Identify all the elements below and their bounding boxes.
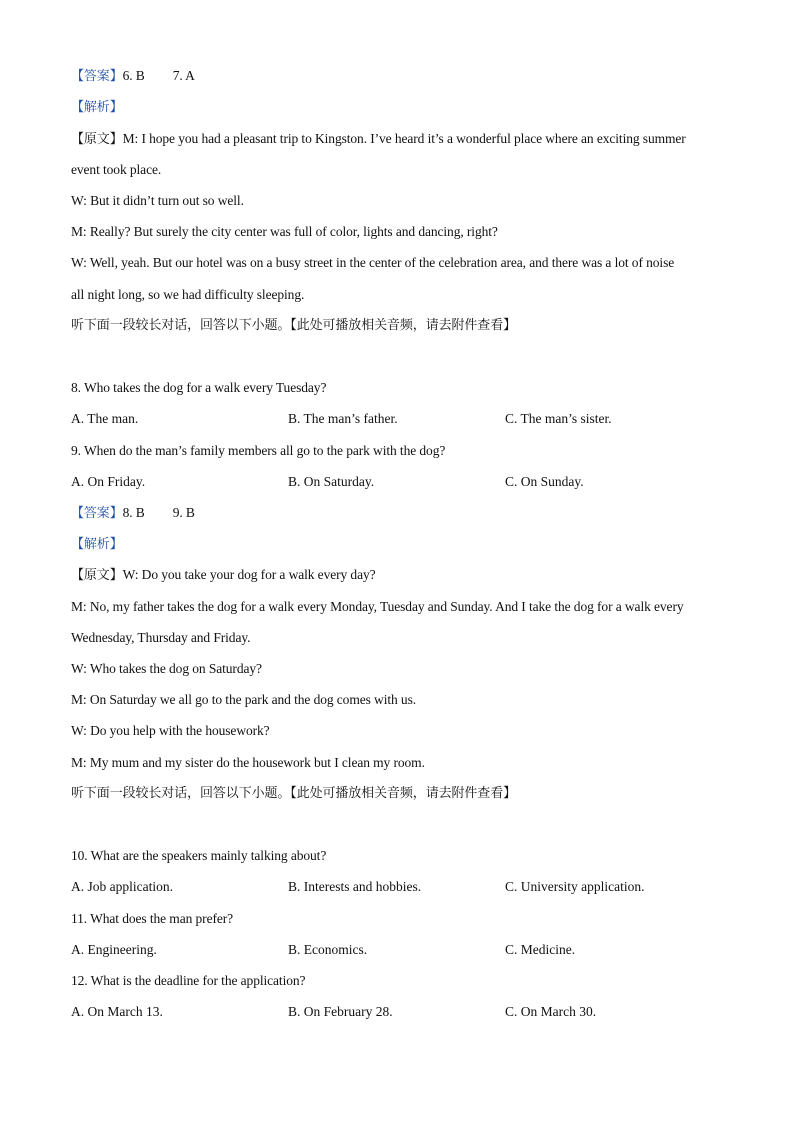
transcript-line: W: Do you help with the housework?	[71, 723, 270, 738]
transcript-line: M: My mum and my sister do the housework but I clean my room.	[71, 755, 425, 770]
transcript-line	[71, 566, 726, 585]
transcript-line: W: Who takes the dog on Saturday?	[71, 661, 262, 676]
option-a: A. The man.	[71, 411, 139, 426]
audio-instruction: 听下面一段较长对话，回答以下小题。【此处可播放相关音频，请去附件查看】	[71, 318, 517, 333]
audio-instruction: 听下面一段较长对话，回答以下小题。【此处可播放相关音频，请去附件查看】	[71, 786, 517, 801]
option-b: B. Interests and hobbies.	[288, 879, 422, 894]
transcript-line: W: But it didn’t turn out so well.	[71, 193, 244, 208]
transcript-line: M: Really? But surely the city center was full of color, lights and dancing, right?	[71, 224, 498, 239]
question-10: 10. What are the speakers mainly talking about?	[71, 848, 327, 863]
option-a: A. On Friday.	[71, 474, 146, 489]
transcript-text: W: Do you take your dog for a walk every day?	[122, 567, 376, 582]
analysis-line	[71, 535, 726, 554]
answer-tag: 【答案】	[71, 69, 123, 84]
answer-tag: 【答案】	[71, 506, 123, 521]
answer-9: 9. B	[172, 505, 195, 520]
question-8: 8. Who takes the dog for a walk every Tuesday?	[71, 380, 327, 395]
option-a: A. Job application.	[71, 879, 173, 894]
question-12: 12. What is the deadline for the application?	[71, 973, 306, 988]
option-b: B. The man’s father.	[288, 411, 398, 426]
answer-line	[71, 67, 726, 86]
answer-6: 6. B	[122, 68, 145, 83]
transcript-line: M: No, my father takes the dog for a walk every Monday, Tuesday and Sunday. And I take the dog for a walk every	[71, 599, 684, 614]
option-b: B. On February 28.	[288, 1004, 393, 1019]
option-c: C. Medicine.	[505, 942, 576, 957]
transcript-text: M: I hope you had a pleasant trip to Kingston. I’ve heard it’s a wonderful place where an exciting summer	[122, 131, 686, 146]
analysis-line	[71, 98, 726, 117]
option-b: B. Economics.	[288, 942, 368, 957]
transcript-line: all night long, so we had difficulty sleeping.	[71, 287, 305, 302]
option-c: C. On Sunday.	[505, 474, 584, 489]
original-tag: 【原文】	[71, 132, 123, 147]
question-11: 11. What does the man prefer?	[71, 911, 234, 926]
analysis-tag: 【解析】	[71, 100, 123, 115]
option-b: B. On Saturday.	[288, 474, 375, 489]
question-9: 9. When do the man’s family members all go to the park with the dog?	[71, 443, 446, 458]
option-c: C. The man’s sister.	[505, 411, 612, 426]
transcript-line: W: Well, yeah. But our hotel was on a busy street in the center of the celebration area, and there was a lot of noise	[71, 255, 675, 270]
transcript-line: Wednesday, Thursday and Friday.	[71, 630, 251, 645]
option-a: A. On March 13.	[71, 1004, 163, 1019]
answer-8: 8. B	[122, 505, 145, 520]
original-tag: 【原文】	[71, 568, 123, 583]
option-c: C. On March 30.	[505, 1004, 597, 1019]
answer-7: 7. A	[172, 68, 195, 83]
option-c: C. University application.	[505, 879, 645, 894]
analysis-tag: 【解析】	[71, 537, 123, 552]
option-a: A. Engineering.	[71, 942, 157, 957]
transcript-line	[71, 130, 726, 149]
transcript-line: M: On Saturday we all go to the park and the dog comes with us.	[71, 692, 417, 707]
transcript-line: event took place.	[71, 162, 162, 177]
answer-line	[71, 504, 726, 523]
